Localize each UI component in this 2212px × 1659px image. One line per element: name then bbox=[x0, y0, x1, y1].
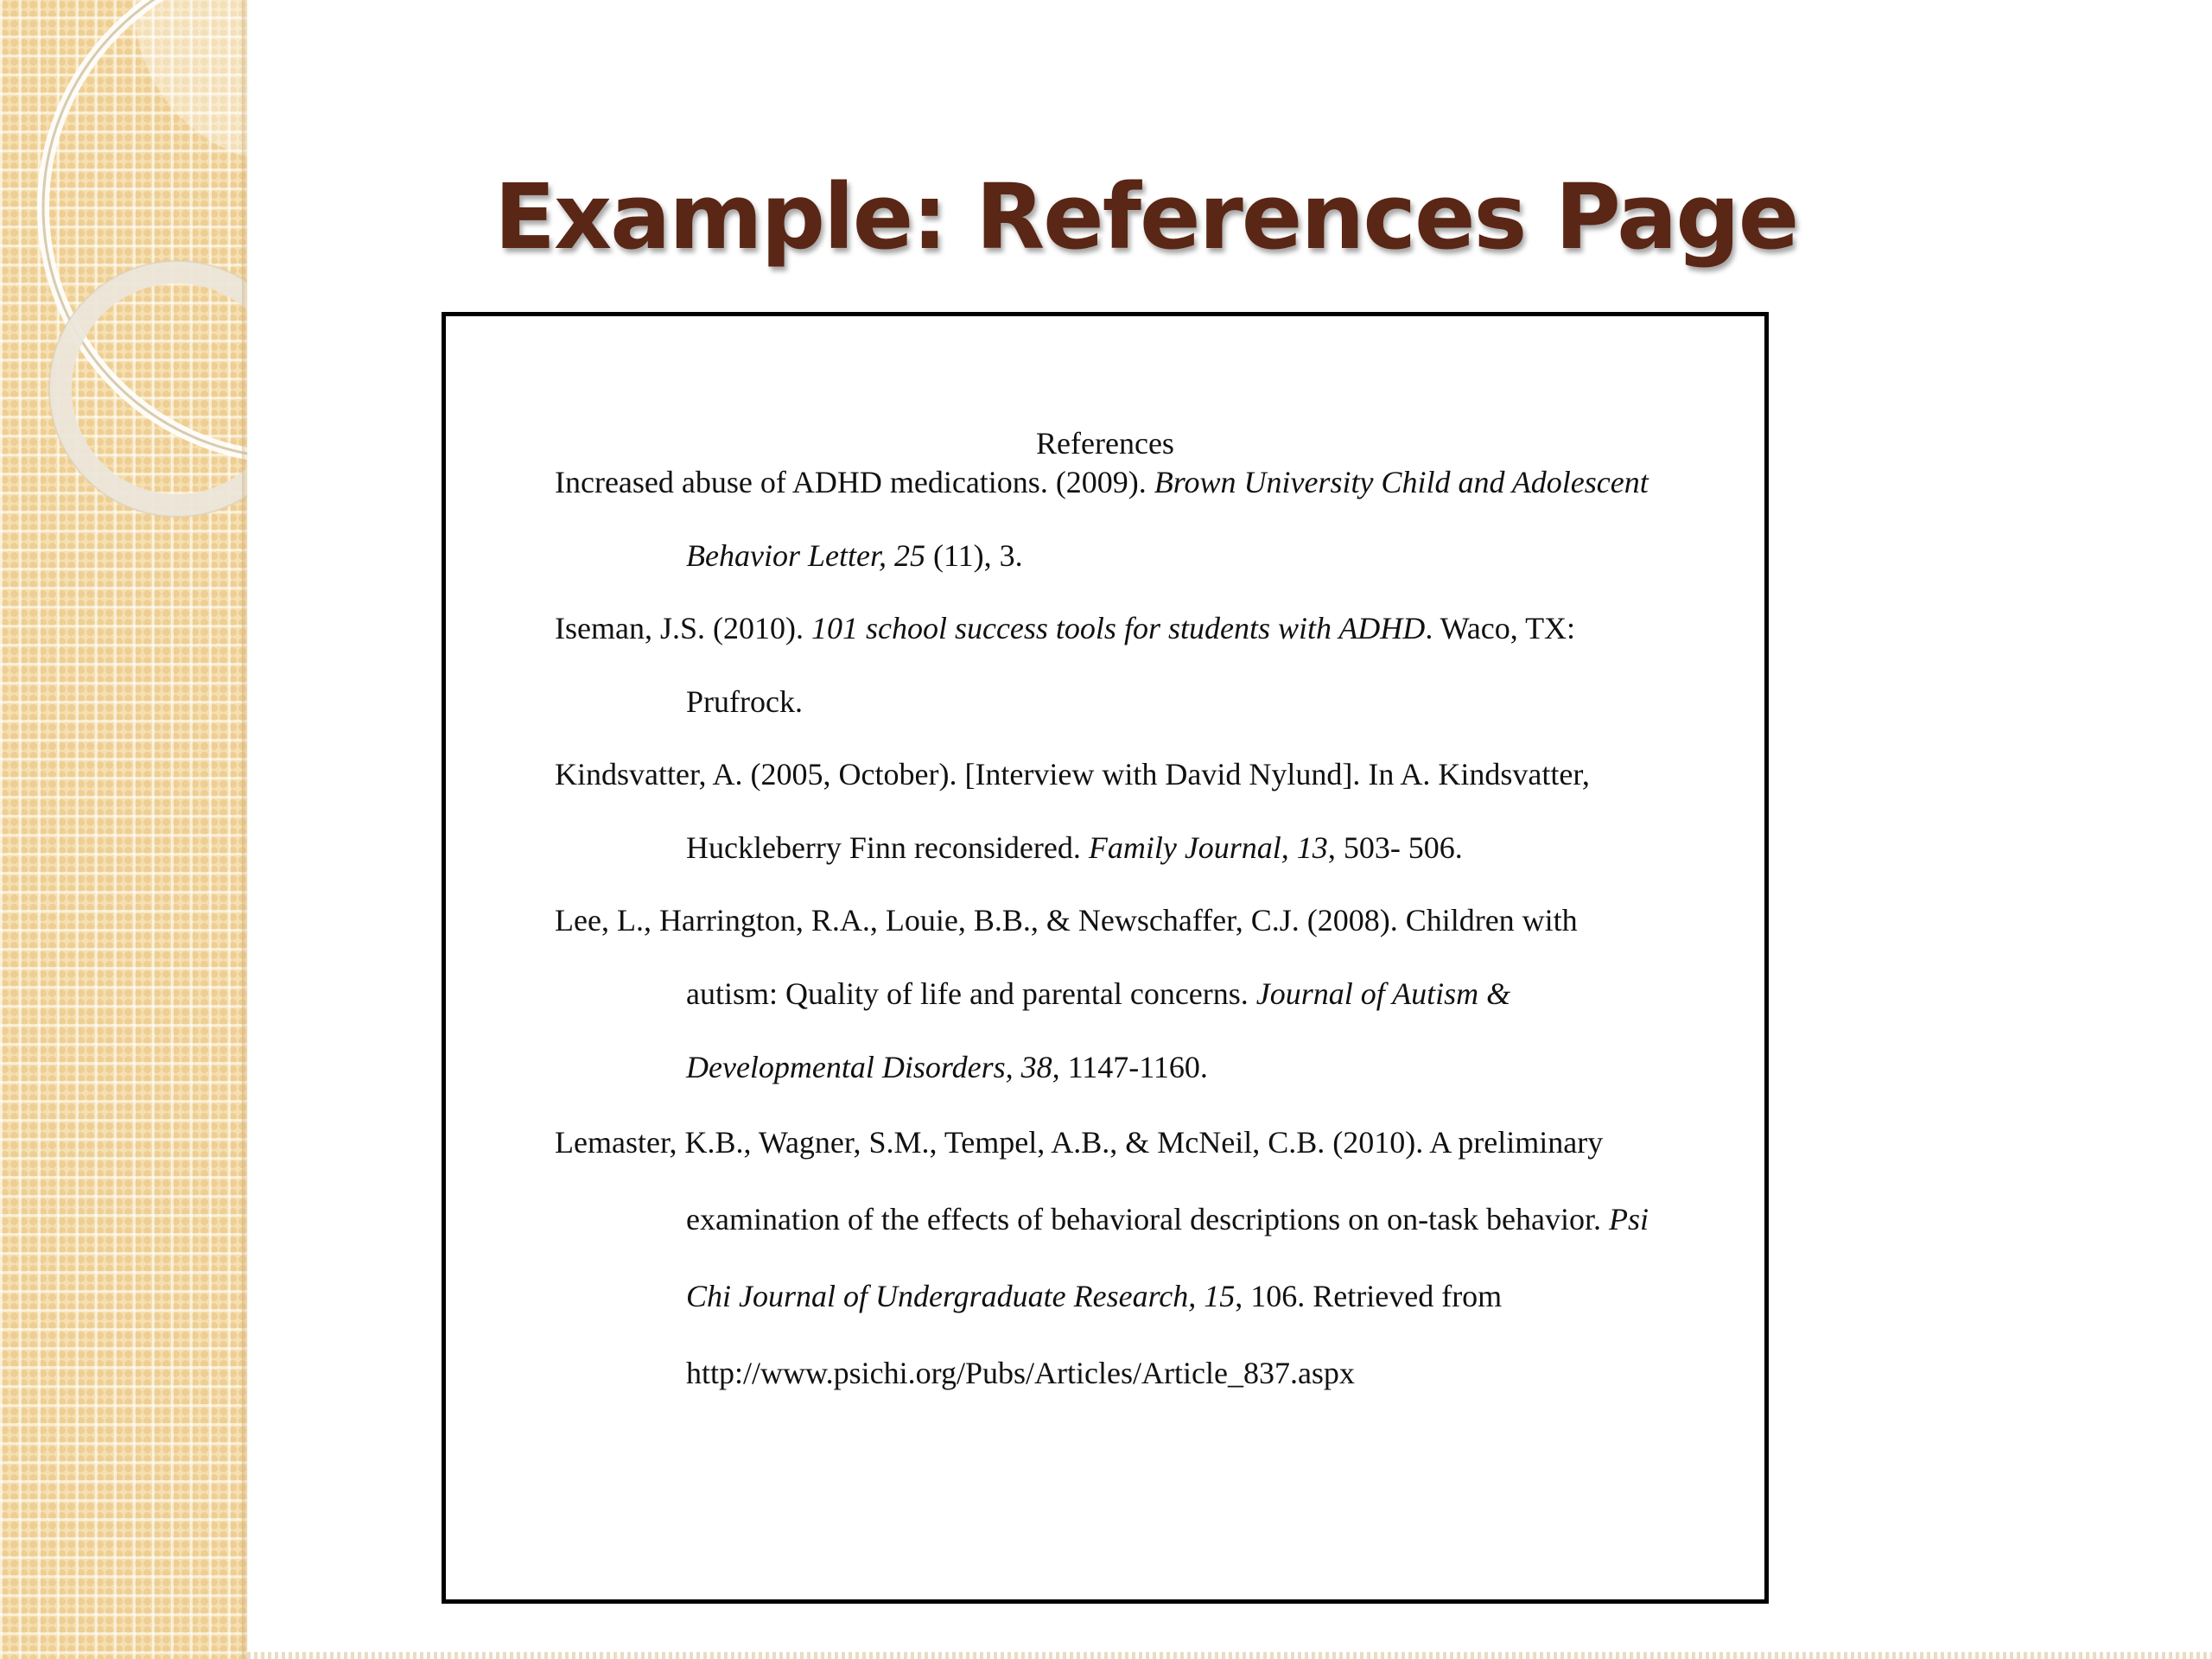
reference-1-line-2-italic: Behavior Letter, 25 bbox=[686, 538, 925, 573]
decorative-rings-graphic bbox=[0, 0, 247, 553]
references-heading: References bbox=[1036, 426, 1174, 461]
reference-3-line-1-text: Kindsvatter, A. (2005, October). [Interview with David Nylund]. In A. Kindsvatter, bbox=[555, 757, 1590, 791]
reference-5-url bbox=[686, 1354, 1355, 1392]
reference-4-line-1 bbox=[555, 901, 1578, 939]
reference-3-line-2-italic: Family Journal, 13 bbox=[1088, 830, 1328, 865]
reference-4-line-1-text: Lee, L., Harrington, R.A., Louie, B.B., & Newschaffer, C.J. (2008). Children with bbox=[555, 903, 1578, 938]
decorative-side-band bbox=[0, 0, 247, 1659]
document-frame bbox=[442, 312, 1769, 1604]
reference-3-line-2 bbox=[686, 829, 1463, 867]
reference-5-line-1 bbox=[555, 1123, 1603, 1161]
reference-5-line-3-italic: Chi Journal of Undergraduate Research, 15 bbox=[686, 1279, 1236, 1313]
reference-2-line-2 bbox=[686, 683, 803, 721]
reference-2-line-1-text: Iseman, J.S. (2010). bbox=[555, 611, 811, 645]
reference-5-line-2 bbox=[686, 1200, 1649, 1238]
reference-2-line-1-italic: 101 school success tools for students with ADHD bbox=[810, 611, 1426, 645]
reference-1-line-1 bbox=[555, 463, 1649, 501]
bottom-rule bbox=[247, 1652, 2212, 1659]
reference-4-line-2-italic: Journal of Autism & bbox=[1255, 976, 1511, 1011]
reference-2-line-1 bbox=[555, 609, 1575, 647]
side-band-edge bbox=[242, 0, 249, 1659]
reference-1-line-2 bbox=[686, 537, 1023, 575]
reference-1-line-1-italic: Brown University Child and Adolescent bbox=[1154, 465, 1649, 499]
reference-2-line-1-text-end: . Waco, TX: bbox=[1425, 611, 1576, 645]
reference-5-line-2-text: examination of the effects of behavioral descriptions on on-task behavior. bbox=[686, 1202, 1610, 1236]
reference-5-line-2-italic: Psi bbox=[1609, 1202, 1649, 1236]
slide-title: Example: References Page bbox=[494, 164, 1798, 270]
reference-3-line-2-text: Huckleberry Finn reconsidered. bbox=[686, 830, 1089, 865]
reference-4-line-2 bbox=[686, 975, 1510, 1013]
reference-3-line-1 bbox=[555, 755, 1590, 793]
reference-5-line-3 bbox=[686, 1277, 1502, 1315]
reference-1-line-2-text: (11), 3. bbox=[925, 538, 1023, 573]
reference-4-line-3 bbox=[686, 1048, 1208, 1086]
reference-3-line-2-text-end: , 503- 506. bbox=[1327, 830, 1463, 865]
reference-4-line-3-italic: Developmental Disorders, 38, bbox=[686, 1050, 1060, 1084]
reference-2-line-2-text: Prufrock. bbox=[686, 684, 803, 719]
reference-1-line-1-text: Increased abuse of ADHD medications. (2009). bbox=[555, 465, 1154, 499]
reference-4-line-3-text: 1147-1160. bbox=[1059, 1050, 1208, 1084]
reference-4-line-2-text: autism: Quality of life and parental concerns. bbox=[686, 976, 1256, 1011]
reference-5-url-text: http://www.psichi.org/Pubs/Articles/Article_837.aspx bbox=[686, 1356, 1355, 1390]
reference-5-line-1-text: Lemaster, K.B., Wagner, S.M., Tempel, A.B., & McNeil, C.B. (2010). A preliminary bbox=[555, 1125, 1604, 1160]
reference-5-line-3-text: , 106. Retrieved from bbox=[1235, 1279, 1503, 1313]
